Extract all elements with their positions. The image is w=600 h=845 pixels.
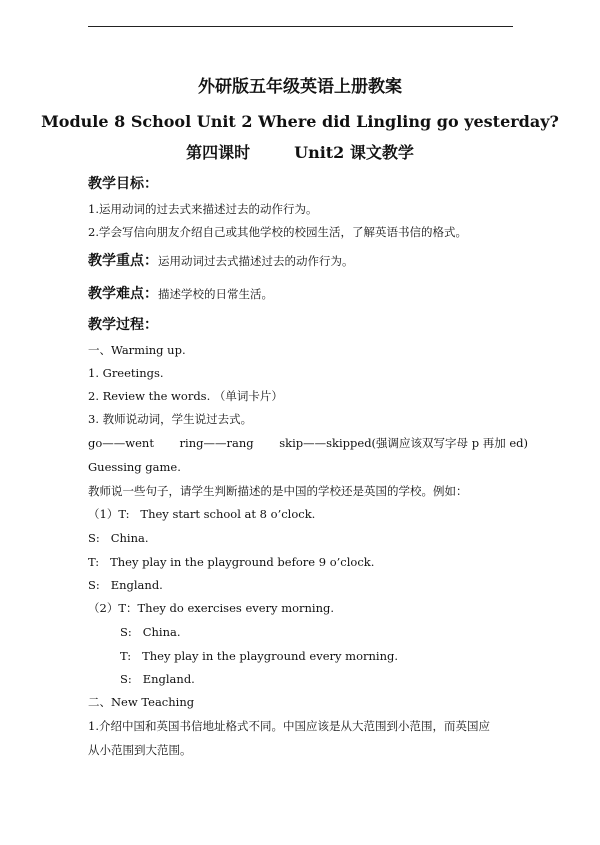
process-line: 从小范围到大范围。	[88, 743, 192, 757]
key-point-line	[88, 254, 354, 268]
objective-item: 2.学会写信向朋友介绍自己或其他学校的校园生活，了解英语书信的格式。	[88, 225, 467, 239]
key-point-text: 运用动词过去式描述过去的动作行为。	[158, 254, 354, 268]
key-point-label: 教学重点：	[88, 253, 158, 269]
difficulty-line	[88, 287, 273, 301]
process-line: （1）T: They start school at 8 o’clock.	[88, 507, 316, 521]
objective-item: 1.运用动词的过去式来描述过去的动作行为。	[88, 202, 318, 216]
process-heading: 教学过程：	[88, 317, 158, 333]
process-line: S: China.	[88, 531, 149, 545]
process-line: （2）T：They do exercises every morning.	[88, 601, 335, 615]
document-title: 外研版五年级英语上册教案	[198, 77, 402, 97]
module-title: Module 8 School Unit 2 Where did Lingling go yesterday?	[41, 112, 559, 131]
difficulty-text: 描述学校的日常生活。	[158, 287, 273, 301]
lesson-line	[0, 145, 600, 161]
process-line: S: England.	[120, 672, 195, 686]
difficulty-label: 教学难点：	[88, 286, 158, 302]
process-line: S: England.	[88, 578, 163, 592]
process-line: 1.介绍中国和英国书信地址格式不同。中国应该是从大范围到小范围，而英国应	[88, 719, 490, 733]
unit-label: Unit2 课文教学	[294, 143, 414, 162]
process-line: Guessing game.	[88, 460, 181, 474]
process-line: 一、Warming up.	[88, 343, 186, 357]
lesson-number: 第四课时	[186, 143, 251, 162]
process-line: 1. Greetings.	[88, 366, 164, 380]
process-line: S: China.	[120, 625, 181, 639]
header-rule	[88, 26, 513, 27]
process-line: 2. Review the words. （单词卡片）	[88, 389, 283, 403]
process-line: 教师说一些句子，请学生判断描述的是中国的学校还是英国的学校。例如：	[88, 484, 468, 498]
process-line: T: They play in the playground before 9 o’clock.	[88, 555, 375, 569]
process-line: go——went ring——rang skip——skipped(强调应该双写字母 p 再加 ed)	[88, 436, 529, 450]
process-line: T: They play in the playground every morning.	[120, 649, 399, 663]
process-line: 3. 教师说动词，学生说过去式。	[88, 412, 253, 426]
process-line: 二、New Teaching	[88, 695, 195, 709]
objectives-heading: 教学目标：	[88, 176, 158, 192]
